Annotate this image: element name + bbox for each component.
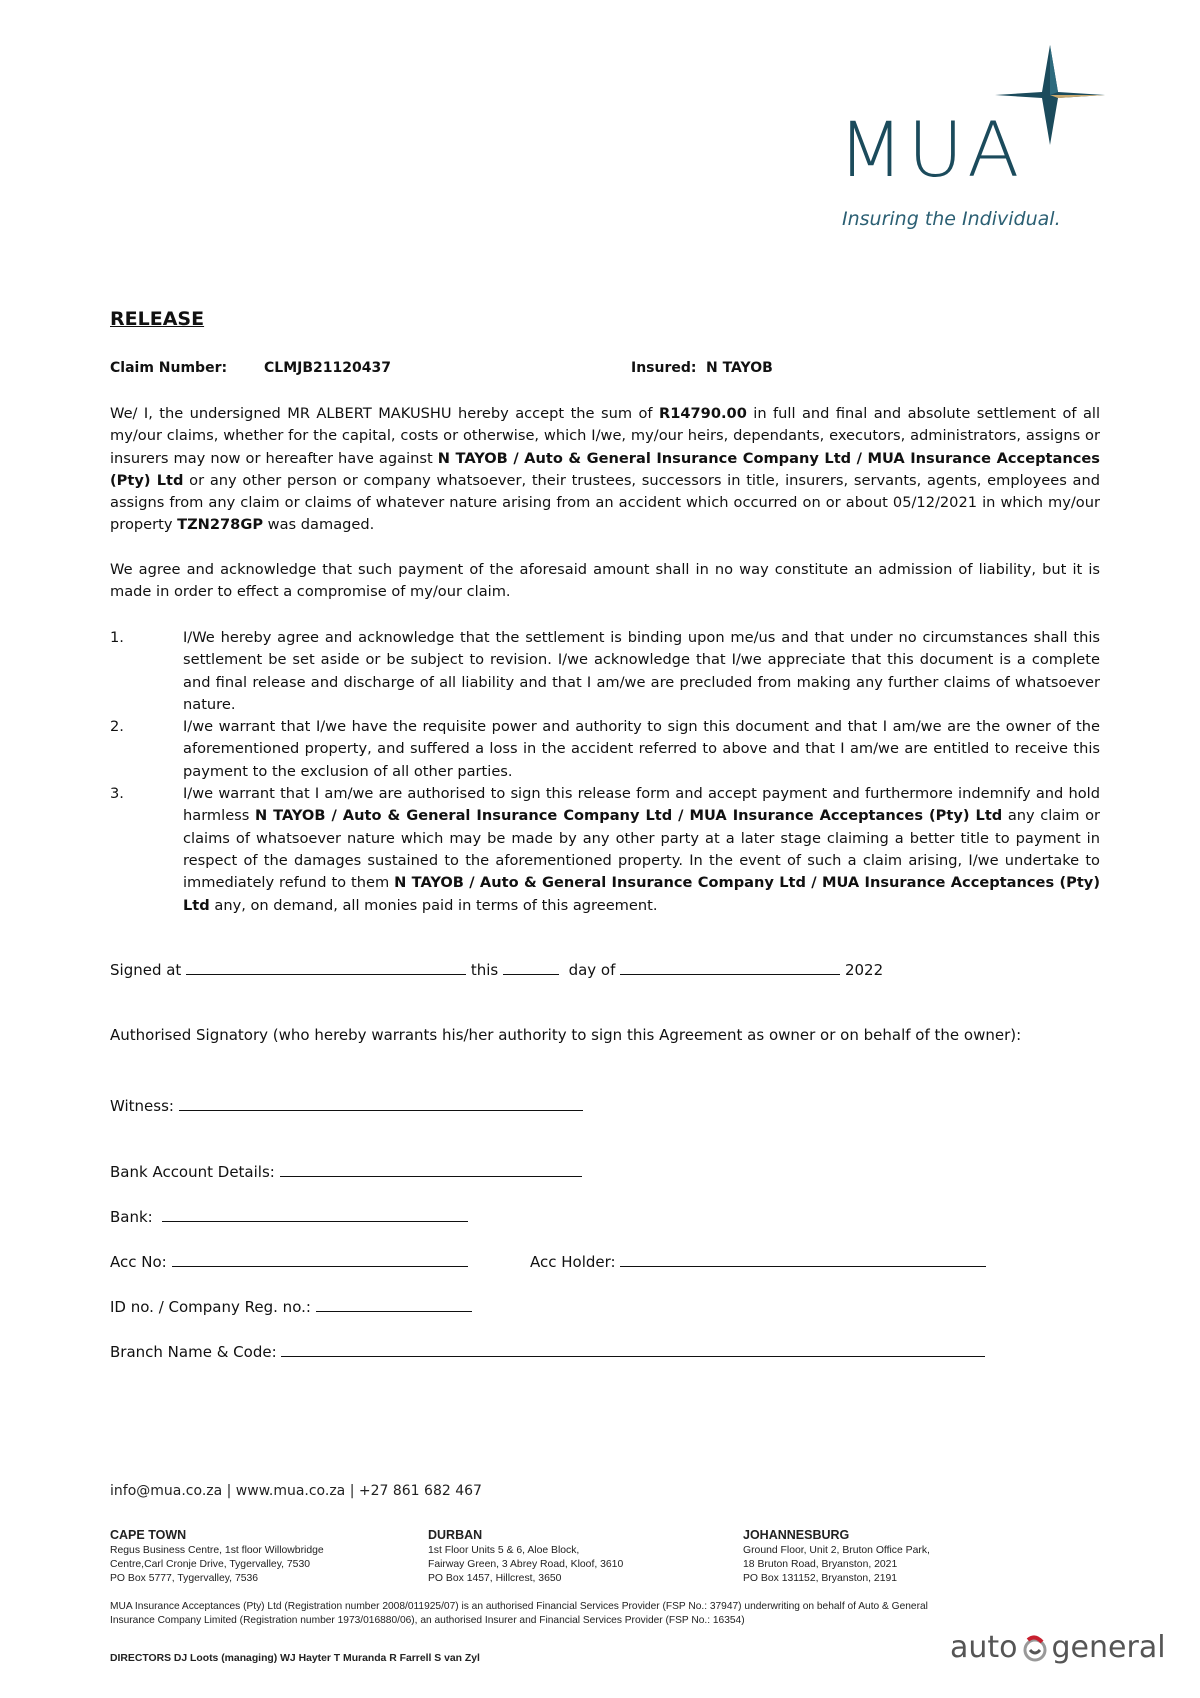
month-field[interactable] (620, 958, 840, 975)
office-cape-town (110, 1528, 324, 1586)
released-parties: N TAYOB / Auto & General Insurance Company Ltd / MUA Insurance Acceptances (Pty) Ltd (183, 874, 1100, 914)
mua-logo (830, 40, 1110, 240)
settlement-paragraph (110, 403, 1100, 537)
list-item (110, 716, 1100, 783)
office-name: JOHANNESBURG (743, 1528, 850, 1542)
para1-text: in full and final and absolute settlement of all my/our claims, whether for the capital, costs or otherwise, which I/we, my/our heirs, dependants, executors, administrators, assigns or insurers may now or hereafter have against (110, 405, 1101, 467)
witness-label: Witness: (110, 1097, 174, 1115)
office-johannesburg (743, 1528, 930, 1586)
logo-wordmark: MUA (838, 105, 1024, 194)
day-of-label: day of (568, 961, 616, 979)
logo-text-auto: auto (950, 1630, 1018, 1665)
para1-text: We/ I, the undersigned MR ALBERT MAKUSHU hereby accept the sum of (110, 405, 659, 422)
day-field[interactable] (503, 958, 559, 975)
insured-value: N TAYOB (706, 360, 773, 376)
clause-text: I/We hereby agree and acknowledge that the settlement is binding upon me/us and that under no circumstances shall this settlement be set aside or be subject to revision. I/we acknowledge that I/we appreciate that this document is a complete and final release and discharge of all liability and that I am/we are precluded from making any further claims of whatsoever nature. (183, 629, 1100, 713)
released-parties: N TAYOB / Auto & General Insurance Company Ltd / MUA Insurance Acceptances (Pty) Ltd (110, 449, 1100, 489)
clause-number: 3. (110, 785, 124, 803)
document-title: RELEASE (110, 308, 205, 330)
acc-holder-row (530, 1250, 986, 1271)
office-address-line: PO Box 131152, Bryanston, 2191 (743, 1573, 898, 1584)
settlement-amount: R14790.00 (658, 405, 747, 422)
contact-details: info@mua.co.za | www.mua.co.za | +27 861 682 467 (110, 1483, 482, 1499)
office-name: DURBAN (428, 1528, 483, 1542)
swirl-icon (1020, 1634, 1050, 1664)
authorised-signatory-label: Authorised Signatory (who hereby warrants his/her authority to sign this Agreement as owner or on behalf of the owner): (110, 1026, 1022, 1044)
bank-details-field[interactable] (280, 1160, 582, 1177)
office-address-line: Fairway Green, 3 Abrey Road, Kloof, 3610 (428, 1559, 624, 1570)
bank-label: Bank: (110, 1208, 153, 1226)
para1-text: or any other person or company whatsoever, their trustees, successors in title, insurers, servants, agents, employees and assigns from any claim or claims of whatever nature arising from an accident which occurred on or about 05/12/2021 in which my/our property (110, 471, 1101, 534)
this-label: this (470, 961, 499, 979)
clause-list (110, 627, 1100, 917)
auto-general-logo (950, 1630, 1166, 1665)
bank-details-label: Bank Account Details: (110, 1163, 275, 1181)
office-address-line: 1st Floor Units 5 & 6, Aloe Block, (428, 1545, 580, 1556)
list-item (110, 783, 1100, 917)
clause-text: I/we warrant that I/we have the requisite power and authority to sign this document and that I am/we are the owner of the aforementioned property, and suffered a loss in the accident referred to above and that I am/we are entitled to receive this payment to the exclusion of all other parties. (183, 718, 1100, 780)
id-row (110, 1295, 472, 1316)
clause-text: I/we warrant that I am/we are authorised to sign this release form and accept payment and furthermore indemnify and hold harmless (183, 785, 1100, 825)
acc-holder-label: Acc Holder: (530, 1253, 616, 1271)
office-address-line: 18 Bruton Road, Bryanston, 2021 (743, 1559, 898, 1570)
clause-text: any claim or claims of whatsoever nature which may be made by any other party at a later stage claiming a better title to payment in respect of the damages sustained to the aforementioned property. In the event of such a claim arising, I/we undertake to immediately refund to them (183, 807, 1100, 892)
acc-no-field[interactable] (172, 1250, 468, 1267)
office-address-line: PO Box 1457, Hillcrest, 3650 (428, 1573, 562, 1584)
directors-list: DIRECTORS DJ Loots (managing) WJ Hayter T Muranda R Farrell S van Zyl (110, 1653, 480, 1664)
acc-no-label: Acc No: (110, 1253, 167, 1271)
office-address-line: PO Box 5777, Tygervalley, 7536 (110, 1573, 259, 1584)
logo-text-general: general (1051, 1630, 1166, 1665)
id-label: ID no. / Company Reg. no.: (110, 1298, 311, 1316)
released-parties: N TAYOB / Auto & General Insurance Company Ltd / MUA Insurance Acceptances (Pty) Ltd (254, 807, 1003, 825)
list-item (110, 627, 1100, 716)
clause-text: any, on demand, all monies paid in terms of this agreement. (209, 896, 658, 914)
signed-at-field[interactable] (186, 958, 466, 975)
office-address-line: Ground Floor, Unit 2, Bruton Office Park, (743, 1545, 930, 1556)
legal-notice: MUA Insurance Acceptances (Pty) Ltd (Registration number 2008/011925/07) is an authorised Financial Services Provider (FSP No.: 37947) underwriting on behalf of Auto & General Insurance Company Limited (Registration number 1973/016880/06), an authorised Insurer and Financial Services Provider (FSP No.: 16354) (110, 1601, 928, 1626)
year-value: 2022 (844, 961, 884, 979)
office-address-line: Centre,Carl Cronje Drive, Tygervalley, 7530 (110, 1559, 311, 1570)
branch-field[interactable] (281, 1340, 985, 1357)
signed-at-row (110, 958, 883, 979)
id-field[interactable] (316, 1295, 472, 1312)
office-address-line: Regus Business Centre, 1st floor Willowbridge (110, 1545, 324, 1556)
logo-tagline: Insuring the Individual. (842, 208, 1061, 230)
office-name: CAPE TOWN (110, 1528, 187, 1542)
acc-holder-field[interactable] (620, 1250, 986, 1267)
clause-number: 1. (110, 629, 124, 646)
claim-number-label: Claim Number: (110, 360, 228, 376)
acc-no-row (110, 1250, 468, 1271)
property-registration: TZN278GP (177, 516, 264, 534)
bank-details-row (110, 1160, 582, 1181)
witness-row (110, 1094, 583, 1115)
bank-row (110, 1205, 468, 1226)
para1-text: was damaged. (263, 516, 375, 534)
witness-field[interactable] (179, 1094, 583, 1111)
bank-field[interactable] (162, 1205, 468, 1222)
clause-number: 2. (110, 718, 124, 736)
branch-row (110, 1340, 985, 1361)
branch-label: Branch Name & Code: (110, 1343, 277, 1361)
signed-at-label: Signed at (110, 961, 182, 979)
liability-paragraph: We agree and acknowledge that such payment of the aforesaid amount shall in no way constitute an admission of liability, but it is made in order to effect a compromise of my/our claim. (110, 561, 1100, 601)
office-durban (428, 1528, 623, 1586)
insured-label: Insured: (631, 360, 697, 376)
claim-number-value: CLMJB21120437 (264, 360, 391, 376)
